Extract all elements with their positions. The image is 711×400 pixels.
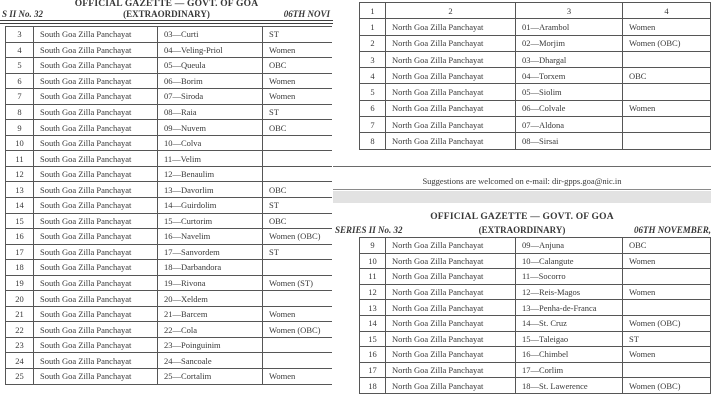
cell-reservation	[623, 51, 711, 67]
column-header: 1	[360, 3, 386, 19]
cell-zp: South Goa Zilla Panchayat	[34, 337, 158, 353]
cell-zp: South Goa Zilla Panchayat	[34, 275, 158, 291]
cell-zp: South Goa Zilla Panchayat	[34, 260, 158, 276]
cell-zp: South Goa Zilla Panchayat	[34, 151, 158, 167]
cell-zp: South Goa Zilla Panchayat	[34, 369, 158, 385]
cell-constituency: 06—Colvale	[516, 100, 623, 116]
table-row	[360, 51, 711, 67]
cell-zp: North Goa Zilla Panchayat	[386, 238, 516, 254]
cell-reservation: Women (OBC)	[623, 315, 711, 331]
cell-zp: South Goa Zilla Panchayat	[34, 229, 158, 245]
table-row	[6, 244, 332, 260]
cell-constituency: 09—Anjuna	[516, 238, 623, 254]
cell-sl: 6	[360, 100, 386, 116]
cell-zp: North Goa Zilla Panchayat	[386, 253, 516, 269]
cell-constituency: 19—Rivona	[158, 275, 263, 291]
cell-constituency: 08—Raia	[158, 104, 263, 120]
cell-constituency: 15—Curtorim	[158, 213, 263, 229]
table-row	[360, 133, 711, 149]
cell-constituency: 14—Guirdolim	[158, 198, 263, 214]
south-goa-constituency-table	[5, 26, 332, 385]
cell-sl: 22	[6, 322, 34, 338]
cell-reservation: Women	[263, 306, 332, 322]
cell-reservation	[263, 151, 332, 167]
table-row	[6, 135, 332, 151]
table-row	[6, 198, 332, 214]
cell-sl: 17	[360, 362, 386, 378]
cell-reservation	[623, 362, 711, 378]
cell-sl: 18	[6, 260, 34, 276]
cell-sl: 4	[6, 42, 34, 58]
cell-reservation	[263, 353, 332, 369]
cell-sl: 14	[360, 315, 386, 331]
cell-sl: 15	[6, 213, 34, 229]
cell-constituency: 07—Aldona	[516, 117, 623, 133]
table-row	[6, 120, 332, 136]
cell-sl: 25	[6, 369, 34, 385]
cell-zp: North Goa Zilla Panchayat	[386, 51, 516, 67]
table-row	[360, 253, 711, 269]
table-row	[6, 182, 332, 198]
cell-zp: South Goa Zilla Panchayat	[34, 306, 158, 322]
page-title: OFFICIAL GAZETTE — GOVT. OF GOA	[430, 212, 614, 222]
footer-rule	[333, 166, 711, 167]
cell-reservation: OBC	[623, 238, 711, 254]
cell-sl: 8	[360, 133, 386, 149]
cell-sl: 10	[360, 253, 386, 269]
issue-date: 06TH NOVEMBER,	[633, 225, 711, 235]
cell-sl: 5	[360, 84, 386, 100]
cell-constituency: 11—Socorro	[516, 269, 623, 285]
cell-constituency: 16—Chimbel	[516, 347, 623, 363]
cell-sl: 19	[6, 275, 34, 291]
issue-date: 06TH NOVI	[283, 9, 330, 19]
table-row	[6, 291, 332, 307]
cell-zp: South Goa Zilla Panchayat	[34, 58, 158, 74]
cell-reservation: Women (OBC)	[623, 378, 711, 394]
cell-constituency: 14—St. Cruz	[516, 315, 623, 331]
cell-reservation: Women (OBC)	[623, 35, 711, 51]
cell-reservation: OBC	[263, 58, 332, 74]
table-row	[360, 347, 711, 363]
cell-zp: South Goa Zilla Panchayat	[34, 89, 158, 105]
table-row	[360, 84, 711, 100]
table-row	[6, 353, 332, 369]
cell-sl: 13	[6, 182, 34, 198]
cell-reservation: Women	[263, 369, 332, 385]
cell-zp: South Goa Zilla Panchayat	[34, 291, 158, 307]
table-row	[360, 35, 711, 51]
cell-sl: 1	[360, 19, 386, 35]
cell-zp: North Goa Zilla Panchayat	[386, 315, 516, 331]
cell-reservation: ST	[263, 198, 332, 214]
cell-sl: 4	[360, 68, 386, 84]
cell-sl: 7	[6, 89, 34, 105]
cell-reservation: Women	[263, 42, 332, 58]
cell-reservation: ST	[263, 244, 332, 260]
cell-zp: North Goa Zilla Panchayat	[386, 347, 516, 363]
cell-reservation	[623, 269, 711, 285]
cell-sl: 9	[360, 238, 386, 254]
table-row	[6, 213, 332, 229]
cell-constituency: 03—Curti	[158, 27, 263, 43]
cell-constituency: 22—Cola	[158, 322, 263, 338]
column-header: 2	[386, 3, 516, 19]
cell-reservation: Women	[623, 100, 711, 116]
cell-reservation: Women	[623, 253, 711, 269]
cell-reservation: Women	[623, 284, 711, 300]
cell-reservation	[263, 260, 332, 276]
cell-reservation	[263, 135, 332, 151]
table-row	[360, 378, 711, 394]
cell-constituency: 09—Nuvem	[158, 120, 263, 136]
cell-sl: 14	[6, 198, 34, 214]
table-row	[360, 100, 711, 116]
cell-constituency: 17—Corlim	[516, 362, 623, 378]
cell-constituency: 17—Sanvordem	[158, 244, 263, 260]
cell-zp: North Goa Zilla Panchayat	[386, 300, 516, 316]
cell-reservation: OBC	[623, 68, 711, 84]
cell-sl: 9	[6, 120, 34, 136]
cell-constituency: 05—Queula	[158, 58, 263, 74]
cell-zp: North Goa Zilla Panchayat	[386, 284, 516, 300]
cell-reservation: Women	[263, 73, 332, 89]
cell-constituency: 13—Davorlim	[158, 182, 263, 198]
cell-sl: 7	[360, 117, 386, 133]
cell-zp: South Goa Zilla Panchayat	[34, 182, 158, 198]
cell-constituency: 12—Reis-Magos	[516, 284, 623, 300]
table-row	[6, 42, 332, 58]
cell-zp: South Goa Zilla Panchayat	[34, 104, 158, 120]
cell-sl: 11	[360, 269, 386, 285]
cell-sl: 17	[6, 244, 34, 260]
table-row	[6, 306, 332, 322]
cell-zp: South Goa Zilla Panchayat	[34, 353, 158, 369]
cell-zp: North Goa Zilla Panchayat	[386, 117, 516, 133]
table-row	[360, 238, 711, 254]
cell-sl: 18	[360, 378, 386, 394]
table-row	[360, 300, 711, 316]
cell-constituency: 11—Velim	[158, 151, 263, 167]
cell-constituency: 03—Dhargal	[516, 51, 623, 67]
cell-reservation: OBC	[263, 213, 332, 229]
cell-reservation: Women	[623, 19, 711, 35]
cell-zp: South Goa Zilla Panchayat	[34, 322, 158, 338]
cell-zp: South Goa Zilla Panchayat	[34, 73, 158, 89]
table-row	[6, 337, 332, 353]
cell-sl: 5	[6, 58, 34, 74]
page-header-line2	[0, 9, 333, 20]
cell-zp: South Goa Zilla Panchayat	[34, 198, 158, 214]
cell-constituency: 24—Sancoale	[158, 353, 263, 369]
cell-zp: North Goa Zilla Panchayat	[386, 269, 516, 285]
cell-constituency: 18—Darbandora	[158, 260, 263, 276]
cell-sl: 12	[6, 166, 34, 182]
cell-sl: 11	[6, 151, 34, 167]
cell-zp: South Goa Zilla Panchayat	[34, 166, 158, 182]
table-row	[6, 229, 332, 245]
cell-constituency: 10—Calangute	[516, 253, 623, 269]
cell-sl: 24	[6, 353, 34, 369]
cell-zp: North Goa Zilla Panchayat	[386, 68, 516, 84]
gazette-page-bottom-right	[333, 203, 711, 400]
cell-zp: South Goa Zilla Panchayat	[34, 42, 158, 58]
cell-reservation: Women (ST)	[263, 275, 332, 291]
cell-constituency: 25—Cortalim	[158, 369, 263, 385]
cell-zp: North Goa Zilla Panchayat	[386, 331, 516, 347]
table-row	[360, 284, 711, 300]
table-row	[360, 117, 711, 133]
page-header-line2	[333, 225, 711, 236]
cell-reservation: Women (OBC)	[263, 322, 332, 338]
column-header: 4	[623, 3, 711, 19]
cell-constituency: 18—St. Lawerence	[516, 378, 623, 394]
column-header: 3	[516, 3, 623, 19]
table-row	[6, 58, 332, 74]
cell-reservation: OBC	[263, 120, 332, 136]
cell-sl: 23	[6, 337, 34, 353]
cell-constituency: 04—Torxem	[516, 68, 623, 84]
edition-label: (EXTRAORDINARY)	[123, 9, 210, 19]
cell-zp: South Goa Zilla Panchayat	[34, 27, 158, 43]
page-gap	[333, 191, 711, 203]
cell-sl: 8	[6, 104, 34, 120]
cell-zp: South Goa Zilla Panchayat	[34, 135, 158, 151]
cell-constituency: 20—Xeldem	[158, 291, 263, 307]
gazette-page-top-right	[333, 0, 711, 190]
cell-sl: 3	[6, 27, 34, 43]
cell-zp: North Goa Zilla Panchayat	[386, 362, 516, 378]
cell-reservation	[263, 337, 332, 353]
series-number: S II No. 32	[2, 9, 44, 19]
cell-reservation	[263, 166, 332, 182]
cell-sl: 10	[6, 135, 34, 151]
cell-sl: 16	[360, 347, 386, 363]
cell-reservation	[623, 84, 711, 100]
table-row	[360, 269, 711, 285]
table-row	[360, 362, 711, 378]
cell-constituency: 02—Morjim	[516, 35, 623, 51]
table-row	[6, 27, 332, 43]
cell-constituency: 16—Navelim	[158, 229, 263, 245]
gazette-page-left	[0, 0, 336, 400]
cell-reservation: ST	[623, 331, 711, 347]
cell-sl: 15	[360, 331, 386, 347]
cell-zp: North Goa Zilla Panchayat	[386, 133, 516, 149]
table-row	[6, 275, 332, 291]
table-header-row	[360, 3, 711, 19]
north-goa-constituency-table-1	[359, 2, 711, 150]
cell-constituency: 12—Benaulim	[158, 166, 263, 182]
cell-constituency: 01—Arambol	[516, 19, 623, 35]
cell-constituency: 13—Penha-de-Franca	[516, 300, 623, 316]
cell-zp: South Goa Zilla Panchayat	[34, 120, 158, 136]
cell-zp: North Goa Zilla Panchayat	[386, 84, 516, 100]
cell-sl: 3	[360, 51, 386, 67]
cell-zp: South Goa Zilla Panchayat	[34, 213, 158, 229]
cell-sl: 21	[6, 306, 34, 322]
cell-zp: North Goa Zilla Panchayat	[386, 100, 516, 116]
cell-sl: 20	[6, 291, 34, 307]
table-row	[360, 19, 711, 35]
cell-zp: North Goa Zilla Panchayat	[386, 35, 516, 51]
cell-sl: 2	[360, 35, 386, 51]
cell-constituency: 23—Poinguinim	[158, 337, 263, 353]
cell-constituency: 05—Siolim	[516, 84, 623, 100]
cell-reservation: Women	[263, 89, 332, 105]
cell-reservation	[623, 117, 711, 133]
table-row	[6, 151, 332, 167]
cell-reservation	[623, 300, 711, 316]
table-row	[6, 322, 332, 338]
table-row	[6, 89, 332, 105]
series-number: SERIES II No. 32	[335, 225, 403, 235]
table-row	[6, 104, 332, 120]
table-row	[360, 315, 711, 331]
cell-sl: 13	[360, 300, 386, 316]
table-row	[360, 68, 711, 84]
cell-reservation: OBC	[263, 182, 332, 198]
suggestions-note: Suggestions are welcomed on e-mail: dir-gpps.goa@nic.in	[422, 176, 622, 186]
cell-reservation: Women	[623, 347, 711, 363]
north-goa-constituency-table-2	[359, 237, 711, 394]
header-double-rule	[0, 20, 333, 24]
cell-reservation: Women (OBC)	[263, 229, 332, 245]
cell-reservation: ST	[263, 104, 332, 120]
cell-zp: South Goa Zilla Panchayat	[34, 244, 158, 260]
cell-sl: 6	[6, 73, 34, 89]
cell-constituency: 15—Taleigao	[516, 331, 623, 347]
cell-reservation	[263, 291, 332, 307]
cell-constituency: 07—Siroda	[158, 89, 263, 105]
table-row	[6, 73, 332, 89]
cell-constituency: 06—Borim	[158, 73, 263, 89]
table-row	[6, 369, 332, 385]
cell-zp: North Goa Zilla Panchayat	[386, 19, 516, 35]
cell-reservation	[623, 133, 711, 149]
table-row	[6, 260, 332, 276]
cell-constituency: 08—Sirsai	[516, 133, 623, 149]
page-title: OFFICIAL GAZETTE — GOVT. OF GOA	[74, 0, 259, 9]
cell-constituency: 21—Barcem	[158, 306, 263, 322]
table-row	[360, 331, 711, 347]
cell-zp: North Goa Zilla Panchayat	[386, 378, 516, 394]
table-row	[6, 166, 332, 182]
cell-reservation: ST	[263, 27, 332, 43]
cell-constituency: 04—Veling-Priol	[158, 42, 263, 58]
cell-sl: 12	[360, 284, 386, 300]
edition-label: (EXTRAORDINARY)	[478, 225, 566, 235]
cell-sl: 16	[6, 229, 34, 245]
cell-constituency: 10—Colva	[158, 135, 263, 151]
